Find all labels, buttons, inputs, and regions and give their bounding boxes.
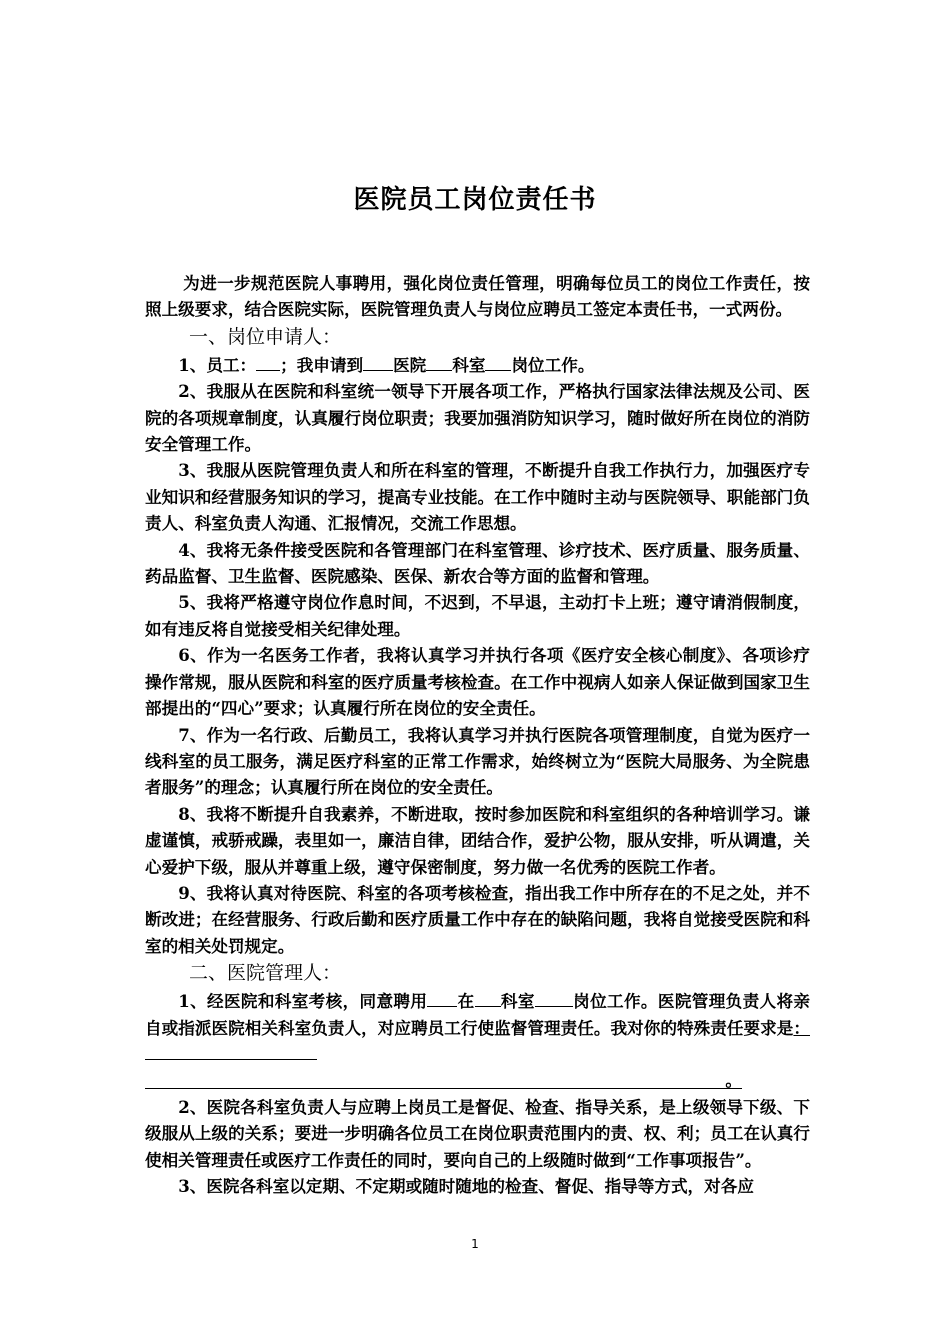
section2-heading: 二、医院管理人： [189, 962, 342, 985]
s2i1-part-c: 科室 [500, 991, 535, 1012]
section2-item1 [145, 988, 810, 1067]
section1-item7: 7、作为一名行政、后勤员工，我将认真学习并执行医院各项管理制度，自觉为医疗一线科室的员工服务，满足医疗科室的正常工作需求，始终树立为“医院大局服务、为全院患者服务”的理念；认真履行所在岗位的安全责任。 [145, 724, 810, 798]
hire-department-blank [475, 988, 501, 1007]
section1-item1 [145, 352, 810, 378]
s1i1-part-b: ；我申请到 [280, 354, 364, 375]
intro-paragraph: 为进一步规范医院人事聘用，强化岗位责任管理，明确每位员工的岗位工作责任，按照上级要求，结合医院实际，医院管理负责人与岗位应聘员工签定本责任书，一式两份。 [145, 273, 810, 320]
employee-name-blank [256, 352, 280, 371]
special-requirement-rule [145, 1088, 742, 1089]
hire-position-blank [535, 988, 573, 1007]
section1-item2: 2、我服从在医院和科室统一领导下开展各项工作，严格执行国家法律法规及公司、医院的各项规章制度，认真履行岗位职责；我要加强消防知识学习，随时做好所在岗位的消防安全管理工作。 [145, 381, 810, 455]
document-title: 医院员工岗位责任书 [353, 185, 597, 215]
s1i1-part-a: 1、员工： [178, 354, 257, 375]
hospital-blank [363, 352, 393, 371]
s2i1-part-e: ： [793, 1017, 810, 1038]
s2i1-part-b: 在 [457, 991, 475, 1012]
section1-item9: 9、我将认真对待医院、科室的各项考核检查，指出我工作中所存在的不足之处，并不断改进；在经营服务、行政后勤和医疗质量工作中存在的缺陷问题，我将自觉接受医院和科室的相关处罚规定。 [145, 882, 810, 956]
special-requirement-line [145, 1067, 810, 1093]
section1-heading: 一、岗位申请人： [189, 325, 342, 348]
position-blank [485, 352, 511, 371]
special-requirement-blank [145, 1041, 317, 1060]
special-requirement-end: 。 [725, 1070, 742, 1091]
section1-item3: 3、我服从医院管理负责人和所在科室的管理，不断提升自我工作执行力，加强医疗专业知识和经营服务知识的学习，提高专业技能。在工作中随时主动与医院领导、职能部门负责人、科室负责人沟通、汇报情况，交流工作思想。 [145, 460, 810, 534]
page-number: 1 [471, 1237, 479, 1251]
hire-name-blank [427, 988, 457, 1007]
section1-item5: 5、我将严格遵守岗位作息时间，不迟到，不早退，主动打卡上班；遵守请消假制度，如有违反将自觉接受相关纪律处理。 [145, 592, 810, 639]
s2i1-part-d: 岗位工作。医院管理负责人将亲自或指派医院相关科室负责人，对应聘员工行使监督管理责任。我对你的特殊责任要求是 [145, 991, 811, 1038]
section1-item4: 4、我将无条件接受医院和各管理部门在科室管理、诊疗技术、医疗质量、服务质量、药品监督、卫生监督、医院感染、医保、新农合等方面的监督和管理。 [145, 539, 810, 587]
section1-item8: 8、我将不断提升自我素养，不断进取，按时参加医院和科室组织的各种培训学习。谦虚谨慎，戒骄戒躁，表里如一，廉洁自律，团结合作，爱护公物，服从安排，听从调遣，关心爱护下级，服从并尊重上级，遵守保密制度，努力做一名优秀的医院工作者。 [145, 803, 810, 877]
s1i1-part-d: 科室 [452, 354, 486, 375]
section1-item6: 6、作为一名医务工作者，我将认真学习并执行各项《医疗安全核心制度》、各项诊疗操作常规，服从医院和科室的医疗质量考核检查。在工作中视病人如亲人保证做到国家卫生部提出的“四心”要求；认真履行所在岗位的安全责任。 [145, 645, 810, 719]
section2-item2: 2、医院各科室负责人与应聘上岗员工是督促、检查、指导关系，是上级领导下级、下级服从上级的关系；要进一步明确各位员工在岗位职责范围内的责、权、利；员工在认真行使相关管理责任或医疗工作责任的同时，要向自己的上级随时做到“工作事项报告”。 [145, 1096, 810, 1170]
s2i1-part-a: 1、经医院和科室考核，同意聘用 [178, 991, 428, 1012]
section2-item3: 3、医院各科室以定期、不定期或随时随地的检查、督促、指导等方式，对各应 [178, 1175, 754, 1196]
document-body [145, 270, 810, 1199]
s1i1-part-c: 医院 [393, 354, 427, 375]
s1i1-part-e: 岗位工作。 [511, 354, 595, 375]
department-blank [426, 352, 452, 371]
